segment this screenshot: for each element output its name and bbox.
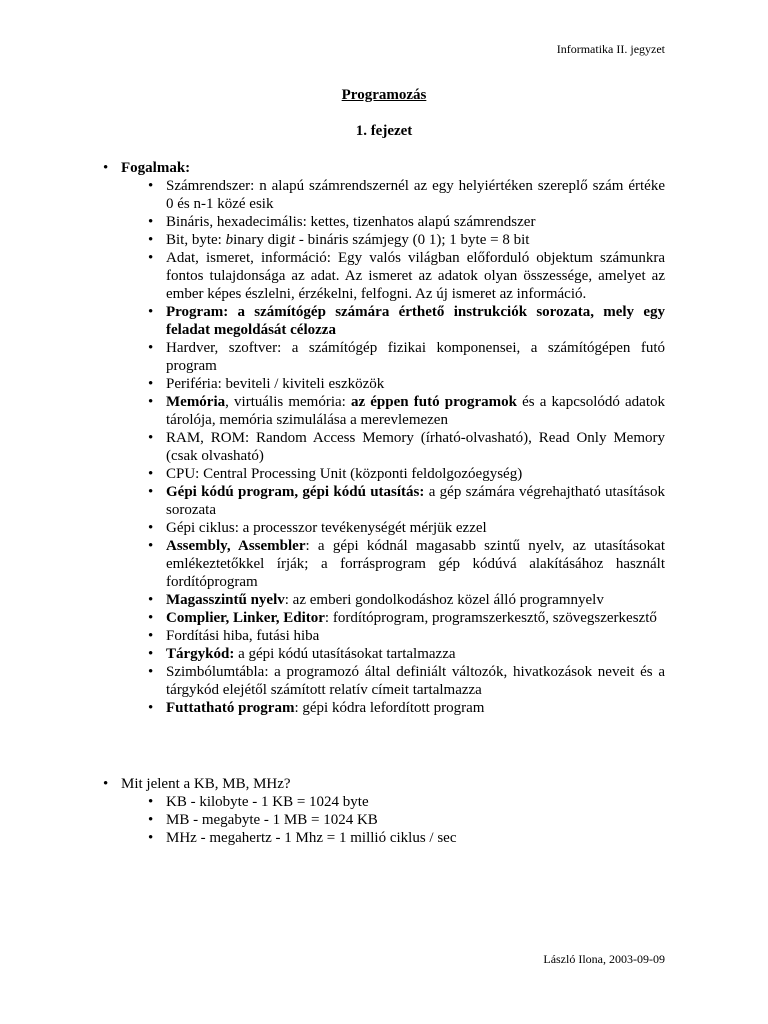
page-header: Informatika II. jegyzet (556, 42, 665, 56)
concept-bit-byte-desc: - bináris számjegy (0 1); 1 byte = 8 bit (295, 232, 530, 248)
concept-assembly (121, 537, 665, 591)
concept-executable-desc: : gépi kódra lefordított program (294, 700, 485, 716)
unit-kb: • KB - kilobyte - 1 KB = 1024 byte (121, 793, 665, 811)
concept-cpu: • CPU: Central Processing Unit (központi feldolgozóegység) (121, 465, 665, 483)
concept-bit-byte-inary: inary digi (233, 232, 291, 248)
concept-object-code-desc: a gépi kódú utasításokat tartalmazza (234, 646, 456, 662)
units-heading: Mit jelent a KB, MB, MHz? (121, 776, 291, 792)
concept-compiler-desc: : fordítóprogram, programszerkesztő, szövegszerkesztő (324, 610, 657, 626)
unit-mb: • MB - megabyte - 1 MB = 1024 KB (121, 811, 665, 829)
concept-bit-byte (121, 231, 665, 249)
concept-high-level-term: Magasszintű nyelv (166, 592, 285, 608)
concept-machine-code-desc: a gép számára végrehajtható utasítások sorozata (166, 484, 665, 518)
concept-number-system: • Számrendszer: n alapú számrendszernél az egy helyiértéken szereplő szám értéke 0 és n-1 közé esik (121, 177, 665, 213)
page-footer: László Ilona, 2003-09-09 (543, 952, 665, 966)
concept-executable (121, 699, 665, 717)
concept-machine-code (121, 483, 665, 519)
concept-program (121, 303, 665, 339)
chapter-heading: 1. fejezet (355, 123, 413, 139)
concept-peripheral: • Periféria: beviteli / kiviteli eszközök (121, 375, 665, 393)
concepts-heading: Fogalmak: (121, 160, 191, 176)
concept-object-code (121, 645, 665, 663)
concept-ram-rom: • RAM, ROM: Random Access Memory (írható-olvasható), Read Only Memory (csak olvasható) (121, 429, 665, 465)
concept-compiler-linker-editor (121, 609, 665, 627)
units-list-item (103, 775, 665, 847)
document-title (0, 87, 768, 104)
concept-high-level-language (121, 591, 665, 609)
concept-binary-hex: • Bináris, hexadecimális: kettes, tizenhatos alapú számrendszer (121, 213, 665, 231)
concept-hardware-software: • Hardver, szoftver: a számítógép fizikai komponensei, a számítógépen futó program (121, 339, 665, 375)
concept-data-information: • Adat, ismeret, információ: Egy valós világban előforduló objektum számunkra fontos tulajdonsága az adat. Az ismeret az adatok olyan összessége, amelyet az ember képes észlelni, érzékelni, felfogni. Az új ismeret az információ. (121, 249, 665, 303)
concept-object-code-term: Tárgykód: (166, 646, 235, 662)
concept-machine-cycle: • Gépi ciklus: a processzor tevékenységét mérjük ezzel (121, 519, 665, 537)
units-section (103, 775, 665, 847)
document-title-text: Programozás (341, 87, 427, 103)
concept-symbol-table: • Szimbólumtábla: a programozó által definiált változók, hivatkozások neveit és a tárgykód elejétől számított relatív címeit tartalmazza (121, 663, 665, 699)
concept-memory (121, 393, 665, 429)
concept-compiler-term: Complier, Linker, Editor (166, 610, 325, 626)
unit-mhz: • MHz - megahertz - 1 Mhz = 1 millió ciklus / sec (121, 829, 665, 847)
concepts-list-item (103, 159, 665, 717)
concept-memory-term: Memória (166, 394, 226, 410)
concept-bit-byte-label: Bit, byte: (166, 232, 226, 248)
units-list (121, 793, 665, 847)
concept-bit-byte-b: b (225, 232, 234, 248)
concept-machine-code-term: Gépi kódú program, gépi kódú utasítás: (166, 484, 425, 500)
concept-memory-virtual: , virtuális memória: (225, 394, 351, 410)
concept-errors: • Fordítási hiba, futási hiba (121, 627, 665, 645)
concept-high-level-desc: : az emberi gondolkodáshoz közel álló programnyelv (284, 592, 604, 608)
concept-memory-running: az éppen futó programok (350, 394, 517, 410)
concepts-list (121, 177, 665, 717)
concept-assembly-desc: : a gépi kódnál magasabb szintű nyelv, az utasításokat emlékeztetőkkel írják; a forrásprogram gép kódúvá alakításához használt fordítóprogram (166, 538, 665, 590)
concept-memory-desc: és a kapcsolódó adatok tárolója, memória szimulálása a merevlemezen (166, 394, 665, 428)
concept-assembly-term: Assembly, Assembler (166, 538, 306, 554)
concept-program-text: Program: a számítógép számára érthető instrukciók sorozata, mely egy feladat megoldását célozza (166, 304, 665, 338)
concept-bit-byte-t: t (291, 232, 296, 248)
concept-executable-term: Futtatható program (166, 700, 295, 716)
concepts-section (103, 159, 665, 717)
